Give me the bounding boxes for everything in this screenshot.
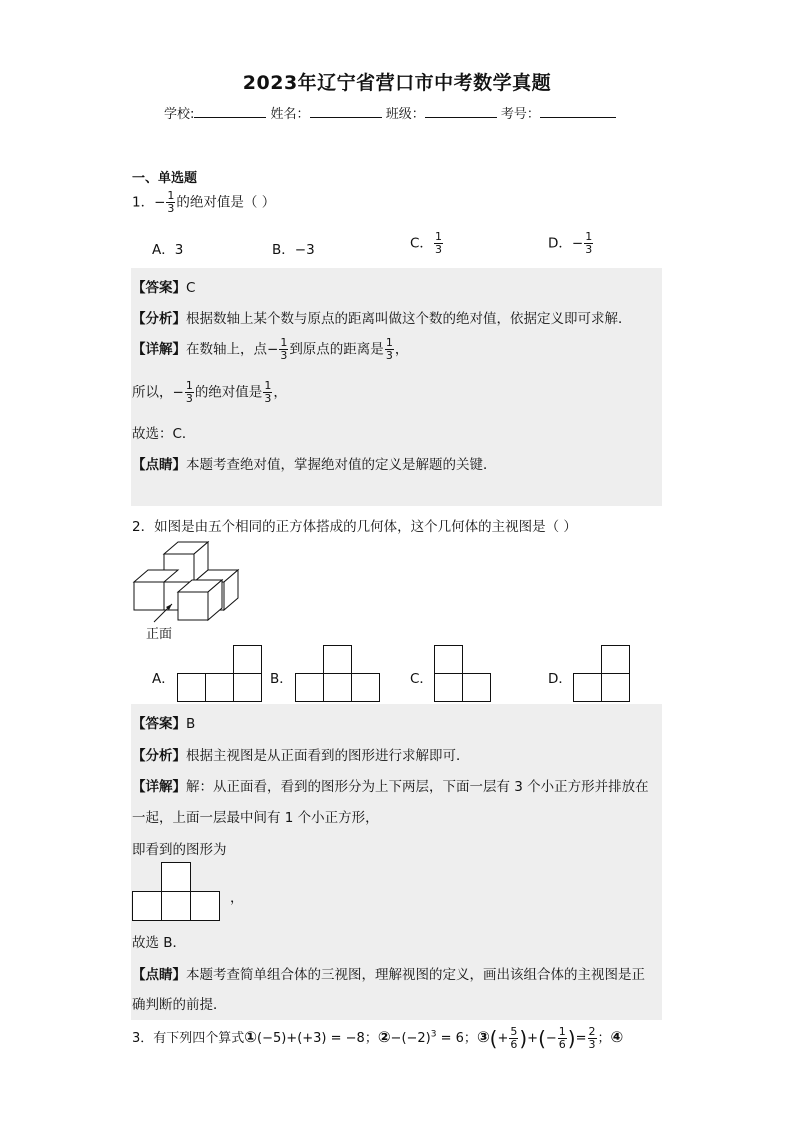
number-label: 考号： [500,107,540,122]
q2-answer: 【答案】B [132,716,196,732]
q1-text: 的绝对值是（ ） [176,194,276,211]
q2-seen-comma: ， [230,890,244,906]
q2-choose: 故选 B． [132,935,187,951]
class-blank [425,105,497,118]
q2-analysis: 【分析】根据主视图是从正面看到的图形进行求解即可． [132,748,470,764]
q2-answer-figure [132,862,222,921]
q2-comment-line1: 【点睛】本题考查简单组合体的三视图，理解视图的定义，画出该组合体的主视图是正 [132,967,645,983]
q1-option-c: C． $\frac{1}{3}$ [410,230,442,256]
q1-analysis: 【分析】根据数轴上某个数与原点的距离叫做这个数的绝对值，依据定义即可求解． [132,311,632,327]
q1-comment: 【点睛】本题考查绝对值，掌握绝对值的定义是解题的关键． [132,457,497,473]
class-label: 班级： [385,107,425,122]
q1-fraction: $\frac{1}{3}$ [167,189,175,215]
q1-number: 1． [132,194,155,211]
q1-neg-sign: − [154,194,166,211]
name-blank [310,105,382,118]
name-label: 姓名： [270,107,310,122]
q1-option-a: A．3 [152,242,184,258]
student-info-line [164,103,616,122]
q2-option-d-figure [573,645,631,702]
school-blank [194,105,266,118]
number-blank [540,105,616,118]
q2-detail-line2: 一起，上面一层最中间有 1 个小正方形， [132,810,379,826]
page-title: 2023年辽宁省营口市中考数学真题 [242,72,552,94]
q1-choose: 故选：C． [132,426,196,442]
q2-seen: 即看到的图形为 [132,842,227,858]
q2-stem: 2．如图是由五个相同的正方体搭成的几何体，这个几何体的主视图是（ ） [132,519,577,535]
q2-option-b-label: B． [270,671,293,687]
q1-answer: 【答案】C [132,280,196,296]
q2-comment-line2: 确判断的前提． [132,997,227,1013]
school-label: 学校: [164,107,195,122]
front-label: 正面 [146,627,173,642]
q2-option-d-label: D． [548,671,572,687]
q1-stem [132,190,275,215]
q1-option-b: B．−3 [272,242,315,258]
q2-option-c-label: C． [410,671,433,687]
q1-detail: 【详解】在数轴上，点− $\frac{1}{3}$ 到原点的距离是 $\frac{1}{3}$ ， [132,336,409,362]
q2-option-a-figure [177,645,263,702]
q3-stem: 3．有下列四个算式①(−5)+(+3) = −8；$②-(-2)^3 = 6$；③(+ $\frac{5}{6}$ )+(− $\frac{1}{6}$ )= $\frac{2}{3}$ ；④ [132,1025,624,1051]
section-heading: 一、单选题 [132,171,198,186]
q2-option-c-figure [434,645,492,702]
q1-option-d: D．− $\frac{1}{3}$ [548,230,593,256]
q1-so: 所以，− $\frac{1}{3}$ 的绝对值是 $\frac{1}{3}$ ， [132,379,287,405]
q2-option-b-figure [295,645,381,702]
q2-detail-line1: 【详解】解：从正面看，看到的图形分为上下两层，下面一层有 3 个小正方形并排放在 [132,779,649,795]
q2-option-a-label: A． [152,671,175,687]
